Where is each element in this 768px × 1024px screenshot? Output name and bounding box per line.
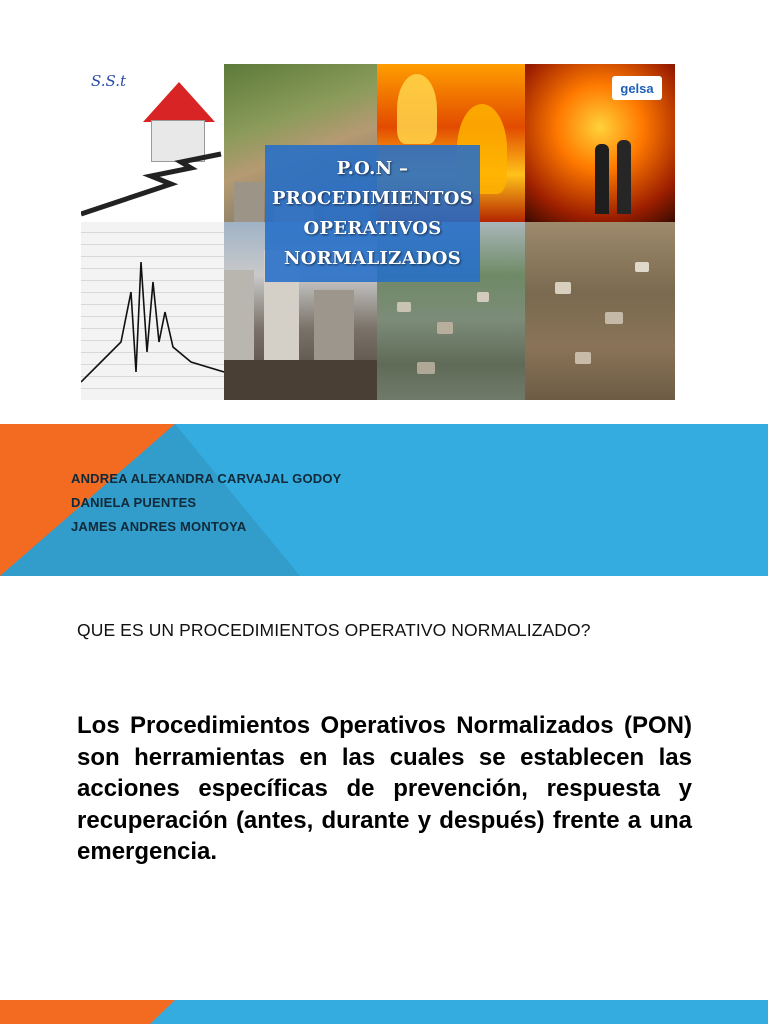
author-name: ANDREA ALEXANDRA CARVAJAL GODOY (71, 471, 342, 486)
author-name: JAMES ANDRES MONTOYA (71, 519, 247, 534)
sst-logo-text: S.S.t (91, 72, 127, 90)
seismograph-image (81, 222, 224, 400)
footer-strip (0, 1000, 768, 1024)
flooded-town-image (525, 222, 675, 400)
gelsa-logo-text: gelsa (620, 80, 654, 96)
cover-title-line: OPERATIVOS (303, 217, 442, 239)
sst-logo (91, 72, 139, 112)
author-name: DANIELA PUENTES (71, 495, 197, 510)
cover-title-line: PROCEDIMIENTOS (271, 187, 474, 209)
gelsa-logo (612, 76, 662, 100)
cover-title-line: NORMALIZADOS (283, 247, 462, 269)
author-list (71, 467, 342, 539)
cover-title-line: P.O.N – (336, 157, 409, 179)
question-heading: QUE ES UN PROCEDIMIENTOS OPERATIVO NORMALIZADO? (77, 620, 591, 640)
footer-decoration (0, 1000, 768, 1024)
definition-paragraph: Los Procedimientos Operativos Normalizados (PON) son herramientas en las cuales se establecen las acciones específicas de prevención, respuesta y recuperación (antes, durante y después) frente a una emergencia. (77, 712, 692, 865)
cover-title-box (265, 145, 480, 282)
